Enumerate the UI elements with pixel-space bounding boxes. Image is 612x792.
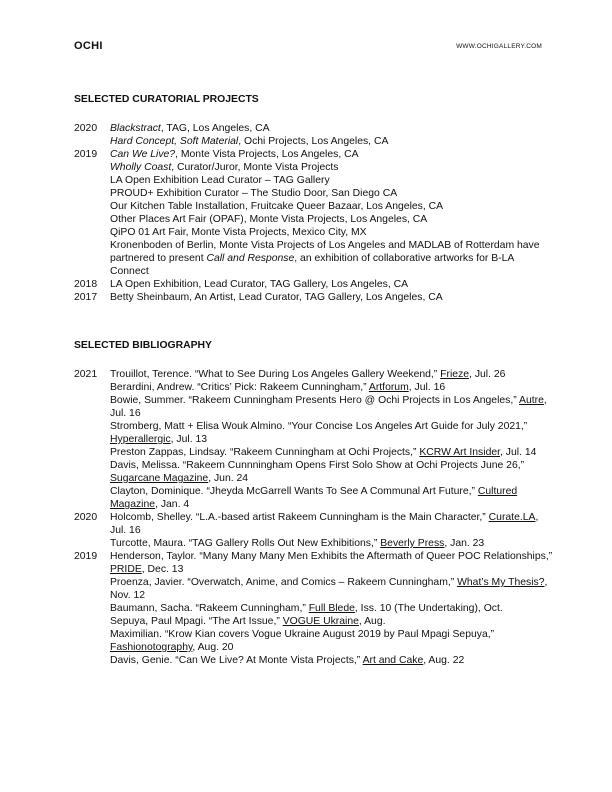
entry-text-segment: Henderson, Taylor. “Many Many Many Men Exhibits the Aftermath of Queer POC Relationships,”: [110, 551, 553, 562]
entry-text-segment: , Iss. 10 (The Undertaking), Oct.: [354, 603, 503, 614]
curatorial-list: [74, 122, 554, 304]
list-item: [74, 628, 554, 654]
list-item: [74, 148, 554, 161]
entry-text: [110, 188, 397, 199]
entry-text-segment: LA Open Exhibition, Lead Curator, TAG Gallery, Los Angeles, CA: [110, 279, 409, 290]
entry-year: 2018: [74, 279, 98, 290]
entry-text-segment: Kronenboden of Berlin, Monte Vista Projects of Los Angeles and MADLAB of Rotterdam have partnered to present: [110, 240, 540, 264]
entry-text: [110, 629, 494, 653]
list-item: [74, 291, 554, 304]
entry-text-segment: Berardini, Andrew. “Critics’ Pick: Rakeem Cunningham,”: [110, 382, 369, 393]
entry-year: 2021: [74, 369, 98, 380]
entry-year: 2020: [74, 123, 98, 134]
list-item: [74, 550, 554, 576]
entry-text-segment: , Ochi Projects, Los Angeles, CA: [238, 136, 389, 147]
entry-text: [110, 616, 386, 627]
list-item: [74, 161, 554, 174]
entry-text-segment: , Jul. 13: [170, 434, 208, 445]
entry-text: [110, 447, 536, 458]
entry-text-segment: Preston Zappas, Lindsay. “Rakeem Cunningham at Ochi Projects,”: [110, 447, 420, 458]
entry-text: [110, 369, 505, 380]
entry-text-segment: , Nov. 12: [110, 577, 548, 601]
entry-text-segment: Clayton, Dominique. “Jheyda McGarrell Wants To See A Communal Art Future,”: [110, 486, 478, 497]
entry-text: [110, 603, 503, 614]
entry-text-segment: , Aug. 20: [192, 642, 234, 653]
publication-link[interactable]: Full Blede: [308, 603, 355, 614]
entry-text: [110, 201, 443, 212]
entry-text-segment: , Jul. 14: [500, 447, 537, 458]
entry-text: [110, 292, 443, 303]
list-item: [74, 200, 554, 213]
entry-text-segment: , Aug.: [358, 616, 386, 627]
entry-text-segment: , Jul. 16: [408, 382, 446, 393]
entry-text: [110, 538, 484, 549]
entry-text: [110, 227, 367, 238]
entry-text-segment: Turcotte, Maura. “TAG Gallery Rolls Out New Exhibitions,”: [110, 538, 381, 549]
publication-link[interactable]: KCRW Art Insider: [419, 447, 501, 458]
entry-text-segment: Other Places Art Fair (OPAF), Monte Vista Projects, Los Angeles, CA: [110, 214, 428, 225]
entry-text: [110, 214, 427, 225]
entry-text-segment: Stromberg, Matt + Elisa Wouk Almino. “Your Concise Los Angeles Art Guide for July 2021,”: [110, 421, 528, 432]
entry-text-segment: , Jan. 4: [155, 499, 190, 510]
curatorial-section-title: SELECTED CURATORIAL PROJECTS: [74, 94, 259, 105]
entry-text: [110, 162, 339, 173]
exhibition-title: Blackstract: [110, 123, 161, 134]
exhibition-title: Can We Live?: [110, 149, 176, 160]
list-item: [74, 459, 554, 485]
exhibition-title: Hard Concept, Soft Material: [110, 136, 239, 147]
publication-link[interactable]: Cultured Magazine: [110, 486, 518, 510]
entry-text-segment: Maximilian. “Krow Kian covers Vogue Ukraine August 2019 by Paul Mpagi Sepuya,”: [110, 629, 495, 640]
entry-text-segment: Our Kitchen Table Installation, Fruitcake Queer Bazaar, Los Angeles, CA: [110, 201, 444, 212]
list-item: [74, 213, 554, 226]
entry-text-segment: , an exhibition of collaborative artworks for B-LA Connect: [110, 253, 514, 277]
publication-link[interactable]: Sugarcane Magazine: [110, 473, 209, 484]
entry-text: [110, 240, 540, 277]
entry-text-segment: , Jul. 26: [469, 369, 506, 380]
entry-text: [110, 421, 527, 445]
entry-text-segment: , Curator/Juror, Monte Vista Projects: [171, 162, 339, 173]
entry-text-segment: , Jan. 23: [444, 538, 485, 549]
publication-link[interactable]: Art and Cake: [362, 655, 424, 666]
entry-text-segment: Davis, Genie. “Can We Live? At Monte Vista Projects,”: [110, 655, 363, 666]
entry-text: [110, 460, 524, 484]
entry-text-segment: Trouillot, Terence. “What to See During Los Angeles Gallery Weekend,”: [110, 369, 441, 380]
entry-text: [110, 395, 547, 419]
entry-text-segment: , Monte Vista Projects, Los Angeles, CA: [175, 149, 359, 160]
exhibition-title: Wholly Coast: [110, 162, 172, 173]
entry-text-segment: PROUD+ Exhibition Curator – The Studio Door, San Diego CA: [110, 188, 398, 199]
entry-text: [110, 382, 445, 393]
publication-link[interactable]: What’s My Thesis?: [457, 577, 545, 588]
publication-link[interactable]: Curate.LA: [488, 512, 536, 523]
entry-text-segment: LA Open Exhibition Lead Curator – TAG Gallery: [110, 175, 330, 186]
entry-text: [110, 175, 330, 186]
list-item: [74, 654, 554, 667]
entry-text: [110, 279, 408, 290]
bibliography-list: [74, 368, 554, 667]
publication-link[interactable]: Fashionotography: [110, 642, 193, 653]
list-item: [74, 576, 554, 602]
gallery-website[interactable]: WWW.OCHIGALLERY.COM: [456, 43, 542, 50]
page-header: [74, 40, 542, 54]
entry-text: [110, 149, 359, 160]
list-item: [74, 394, 554, 420]
entry-year: 2017: [74, 292, 98, 303]
list-item: [74, 187, 554, 200]
entry-text-segment: Proenza, Javier. “Overwatch, Anime, and Comics – Rakeem Cunningham,”: [110, 577, 458, 588]
list-item: [74, 239, 554, 278]
exhibition-title: Call and Response: [206, 253, 295, 264]
publication-link[interactable]: Hyperallergic: [110, 434, 171, 445]
publication-link[interactable]: PRIDE: [110, 564, 142, 575]
entry-text: [110, 655, 464, 666]
entry-text-segment: Davis, Melissa. “Rakeem Cunnningham Opens First Solo Show at Ochi Projects June 26,”: [110, 460, 525, 471]
publication-link[interactable]: Autre: [519, 395, 544, 406]
list-item: [74, 174, 554, 187]
list-item: [74, 420, 554, 446]
list-item: [74, 381, 554, 394]
entry-text-segment: , TAG, Los Angeles, CA: [160, 123, 270, 134]
list-item: [74, 135, 554, 148]
entry-text-segment: , Aug. 22: [423, 655, 465, 666]
list-item: [74, 122, 554, 135]
list-item: [74, 615, 554, 628]
entry-year: 2019: [74, 149, 98, 160]
entry-text-segment: , Jul. 16: [110, 395, 547, 419]
entry-text-segment: , Jul. 16: [110, 512, 539, 536]
list-item: [74, 602, 554, 615]
entry-text-segment: , Dec. 13: [141, 564, 184, 575]
list-item: [74, 485, 554, 511]
entry-text: [110, 551, 552, 575]
entry-text-segment: Baumann, Sacha. “Rakeem Cunningham,”: [110, 603, 309, 614]
entry-year: 2020: [74, 512, 98, 523]
entry-text: [110, 136, 388, 147]
entry-text-segment: QiPO 01 Art Fair, Monte Vista Projects, Mexico City, MX: [110, 227, 367, 238]
entry-text-segment: , Jun. 24: [208, 473, 249, 484]
entry-text: [110, 486, 517, 510]
entry-text: [110, 512, 538, 536]
list-item: [74, 278, 554, 291]
publication-link[interactable]: Artforum: [368, 382, 409, 393]
entry-text-segment: Holcomb, Shelley. “L.A.-based artist Rakeem Cunningham is the Main Character,”: [110, 512, 489, 523]
publication-link[interactable]: Beverly Press: [380, 538, 445, 549]
list-item: [74, 226, 554, 239]
entry-text-segment: Betty Sheinbaum, An Artist, Lead Curator, TAG Gallery, Los Angeles, CA: [110, 292, 443, 303]
publication-link[interactable]: VOGUE Ukraine: [282, 616, 359, 627]
entry-text: [110, 577, 547, 601]
entry-text-segment: Sepuya, Paul Mpagi. “The Art Issue,”: [110, 616, 283, 627]
list-item: [74, 537, 554, 550]
entry-text-segment: Bowie, Summer. “Rakeem Cunningham Presents Hero @ Ochi Projects in Los Angeles,”: [110, 395, 520, 406]
list-item: [74, 446, 554, 459]
bibliography-section-title: SELECTED BIBLIOGRAPHY: [74, 340, 212, 351]
entry-year: 2019: [74, 551, 98, 562]
entry-text: [110, 123, 270, 134]
list-item: [74, 511, 554, 537]
list-item: [74, 368, 554, 381]
gallery-logo: OCHI: [74, 40, 103, 52]
publication-link[interactable]: Frieze: [440, 369, 470, 380]
